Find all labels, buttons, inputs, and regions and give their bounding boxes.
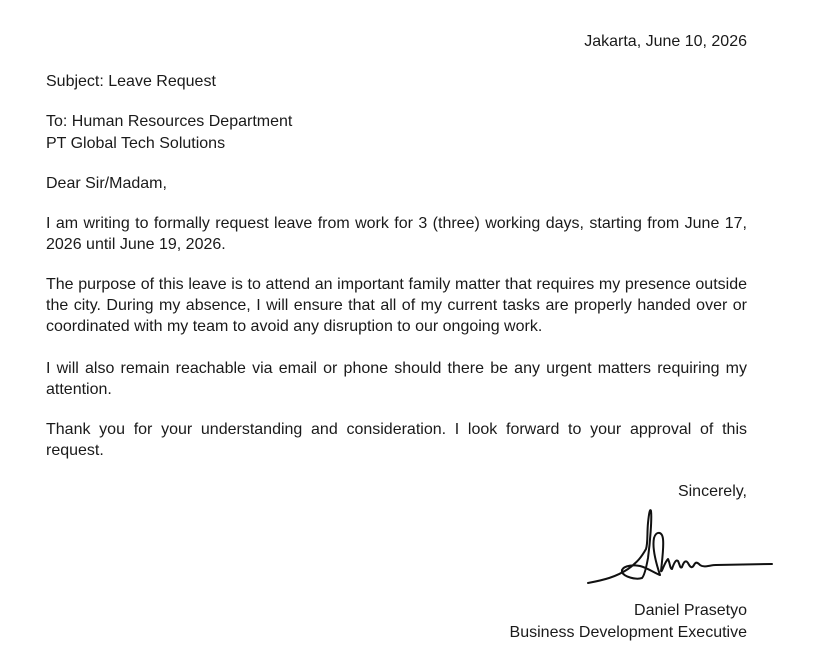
letter-page [46,0,747,647]
body-paragraph-3: I will also remain reachable via email or phone should there be any urgent matters requiring my attention. [46,360,747,398]
body-paragraph-4: Thank you for your understanding and consideration. I look forward to your approval of this request. [46,421,747,459]
body-paragraph-1: I am writing to formally request leave from work for 3 (three) working days, starting from June 17, 2026 until June 19, 2026. [46,215,747,253]
handwritten-signature [586,503,776,591]
signer-name: Daniel Prasetyo [634,602,747,619]
salutation: Dear Sir/Madam, [46,175,167,192]
subject-line: Subject: Leave Request [46,73,216,90]
signature-stroke [588,510,772,583]
recipient-department: To: Human Resources Department [46,113,293,130]
recipient-company: PT Global Tech Solutions [46,135,226,152]
signer-title: Business Development Executive [509,624,747,641]
place-date: Jakarta, June 10, 2026 [584,33,747,50]
closing: Sincerely, [677,483,747,500]
body-paragraph-2: The purpose of this leave is to attend an important family matter that requires my presence outside the city. During my absence, I will ensure that all of my current tasks are properly handed over or coordinated with my team to avoid any disruption to our ongoing work. [46,276,747,335]
